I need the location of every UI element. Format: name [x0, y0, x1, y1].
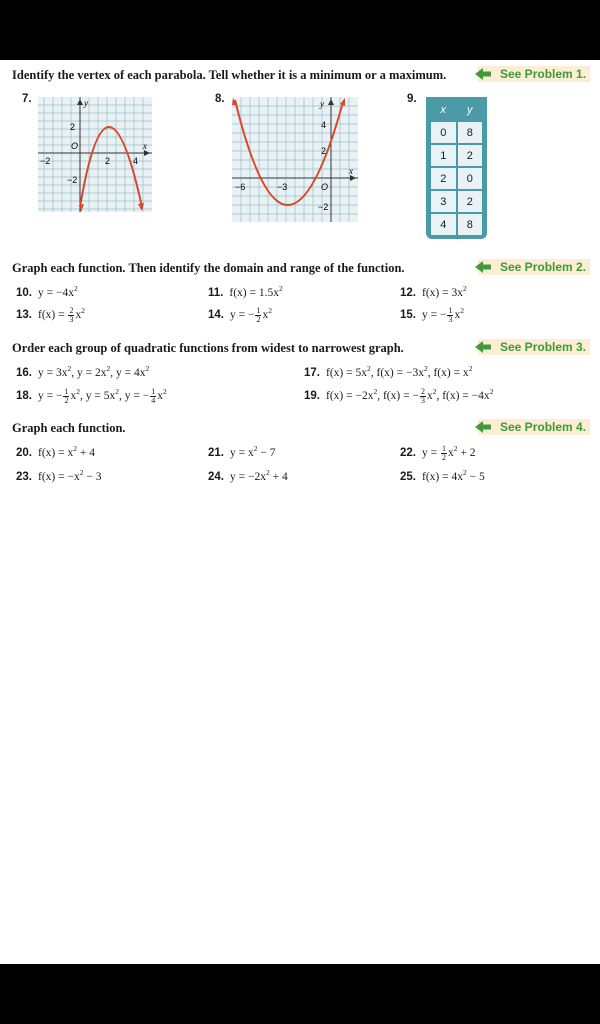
- bottom-black-bar: [0, 964, 600, 1024]
- svg-text:4: 4: [321, 120, 327, 130]
- problem-19: 19. $f(x) = -2x^2$, f(x) = − $\frac{2}{3}$ $x^2$, $f(x) = -4x^2$: [304, 386, 494, 405]
- instruction-vertex: Identify the vertex of each parabola. Tell whether it is a minimum or a maximum.: [12, 68, 447, 82]
- table-row: 1 2: [430, 144, 483, 167]
- graph-8: [232, 97, 358, 222]
- see-problem-3-button[interactable]: [478, 339, 590, 355]
- problem-16: 16. $y = 3x^2$, $y = 2x^2$, $y = 4x^2$: [16, 364, 150, 379]
- svg-text:−2: −2: [40, 156, 51, 166]
- problem-23: 23. $f(x) = -x^2 - 3$: [16, 468, 102, 483]
- problem-10: 10. $y = -4x^2$: [16, 284, 78, 299]
- back-arrow-icon: [474, 340, 492, 354]
- svg-text:O: O: [321, 182, 329, 192]
- graph8-y-label: y: [320, 99, 324, 109]
- see-problem-1-button[interactable]: [478, 66, 590, 82]
- problem-9-number: 9.: [407, 93, 417, 105]
- see-problem-4-button[interactable]: [478, 419, 590, 435]
- problem-22: 22. y = $\frac{1}{2}$ $x^2 + 2$: [400, 443, 476, 462]
- see-problem-2-button[interactable]: [478, 259, 590, 275]
- svg-text:−3: −3: [277, 182, 288, 192]
- see-problem-2-label: See Problem 2.: [500, 260, 587, 274]
- svg-text:2: 2: [321, 146, 327, 156]
- graph-7: [38, 97, 152, 212]
- table-9: [426, 97, 487, 239]
- problem-21: 21. $y = x^2 - 7$: [208, 444, 276, 459]
- problem-11: 11. $f(x) = 1.5x^2$: [208, 284, 283, 299]
- problem-15: 15. y = − $\frac{1}{3}$ $x^2$: [400, 305, 464, 324]
- svg-text:O: O: [71, 141, 79, 151]
- see-problem-4-label: See Problem 4.: [500, 420, 587, 434]
- table-header-y: y: [467, 104, 473, 116]
- graph8-x-label: x: [349, 166, 353, 176]
- graph7-y-label: y: [84, 98, 88, 108]
- table-row: 2 0: [430, 167, 483, 190]
- table-header-x: x: [440, 104, 446, 116]
- see-problem-3-label: See Problem 3.: [500, 340, 587, 354]
- instruction-order: Order each group of quadratic functions from widest to narrowest graph.: [12, 341, 404, 355]
- problem-18: 18. y = − $\frac{1}{2}$ $x^2$, $y = 5x^2$, y = − $\frac{1}{4}$ $x^2$: [16, 386, 167, 405]
- graph7-x-label: x: [143, 141, 147, 151]
- table-row: 3 2: [430, 190, 483, 213]
- svg-text:−2: −2: [67, 175, 78, 185]
- back-arrow-icon: [474, 260, 492, 274]
- problem-14: 14. y = − $\frac{1}{2}$ $x^2$: [208, 305, 272, 324]
- instruction-domain-range: Graph each function. Then identify the domain and range of the function.: [12, 261, 405, 275]
- svg-text:2: 2: [105, 156, 111, 166]
- back-arrow-icon: [474, 67, 492, 81]
- problem-8-number: 8.: [215, 93, 225, 105]
- problem-17: 17. $f(x) = 5x^2$, $f(x) = -3x^2$, $f(x) = x^2$: [304, 364, 473, 379]
- problem-20: 20. $f(x) = x^2 + 4$: [16, 444, 95, 459]
- svg-text:−6: −6: [235, 182, 246, 192]
- table-row: 0 8: [430, 121, 483, 144]
- instruction-graph: Graph each function.: [12, 421, 126, 435]
- svg-text:−2: −2: [318, 202, 329, 212]
- problem-13: 13. f(x) = $\frac{2}{3}$ $x^2$: [16, 305, 85, 324]
- problem-12: 12. $f(x) = 3x^2$: [400, 284, 467, 299]
- problem-24: 24. $y = -2x^2 + 4$: [208, 468, 288, 483]
- top-black-bar: [0, 0, 600, 60]
- problem-7-number: 7.: [22, 93, 32, 105]
- svg-text:2: 2: [70, 122, 76, 132]
- back-arrow-icon: [474, 420, 492, 434]
- see-problem-1-label: See Problem 1.: [500, 67, 587, 81]
- svg-text:4: 4: [133, 156, 139, 166]
- problem-25: 25. $f(x) = 4x^2 - 5$: [400, 468, 485, 483]
- table-row: 4 8: [430, 213, 483, 236]
